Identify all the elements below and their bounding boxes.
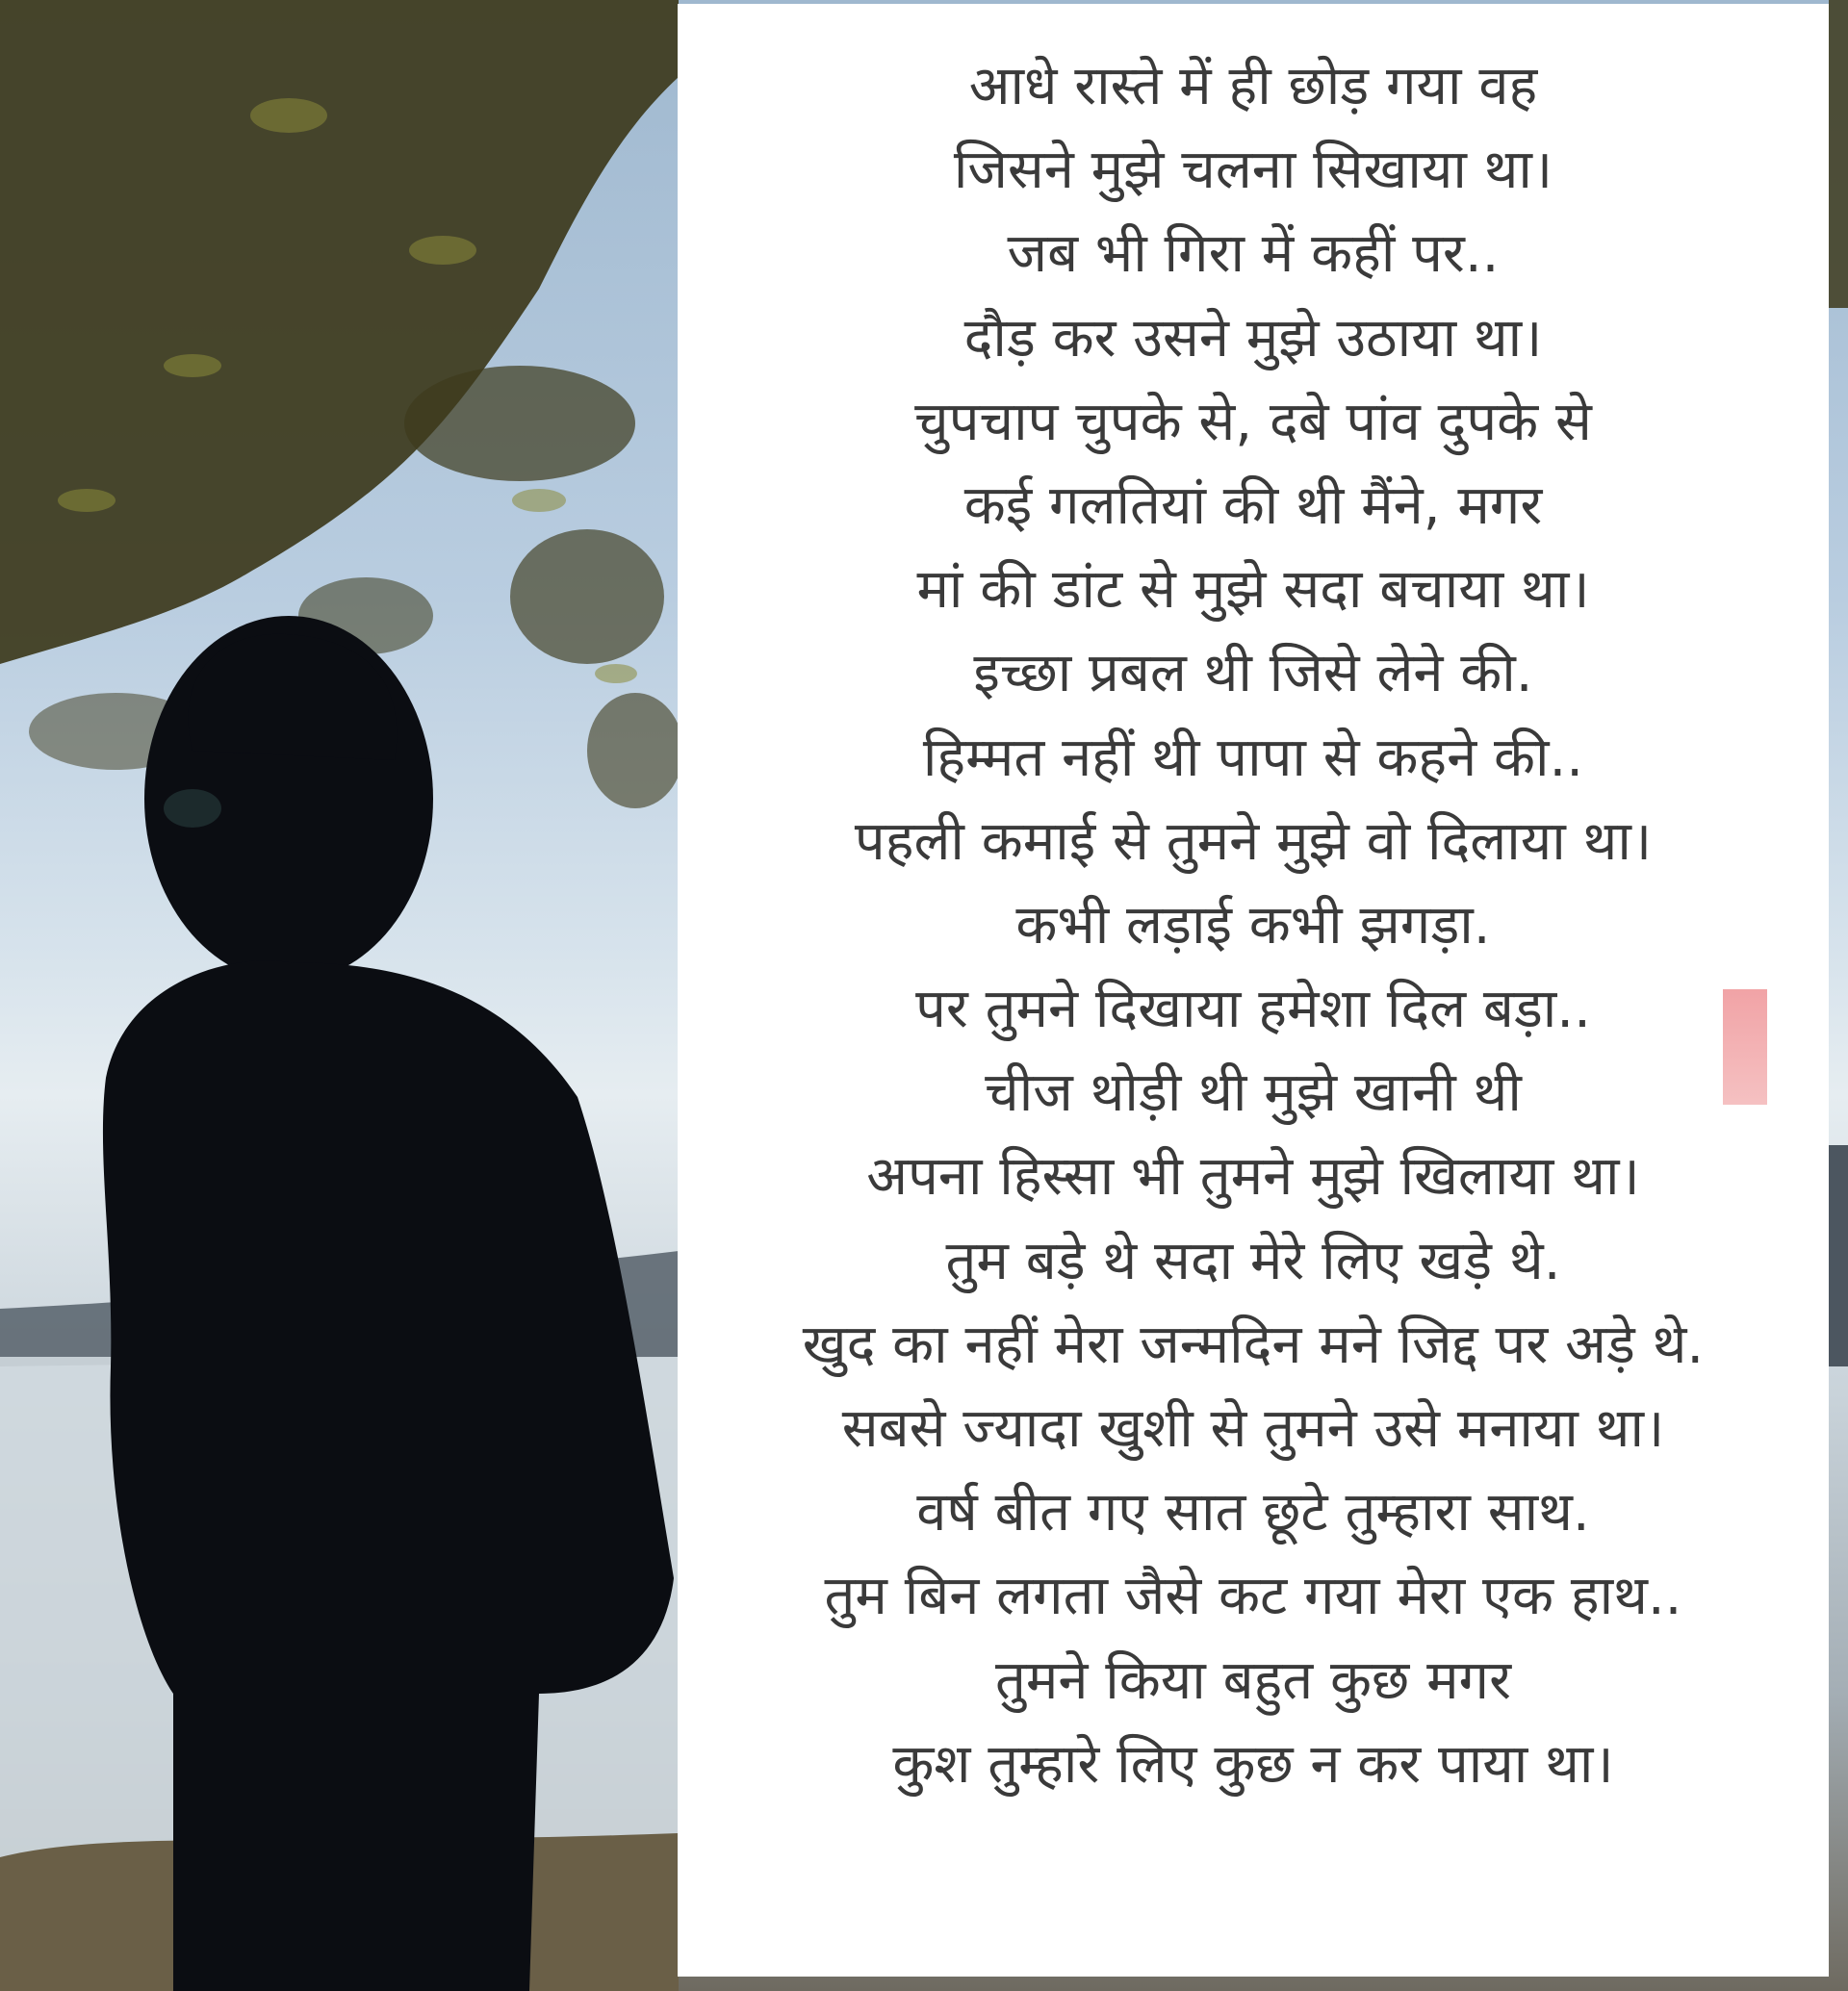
poem-line: चीज थोड़ी थी मुझे खानी थी [985,1061,1522,1125]
poem-line: जिसने मुझे चलना सिखाया था। [953,139,1553,202]
poem-line: अपना हिस्सा भी तुमने मुझे खिलाया था। [866,1145,1640,1209]
poem-line: तुम बिन लगता जैसे कट गया मेरा एक हाथ.. [824,1565,1682,1628]
poem-line: सबसे ज्यादा खुशी से तुमने उसे मनाया था। [841,1397,1665,1460]
poem-card [678,4,1829,1977]
poem-line: तुमने किया बहुत कुछ मगर [994,1648,1511,1712]
poem-line: जब भी गिरा में कहीं पर.. [1007,222,1500,286]
poem-line: हिम्मत नहीं थी पापा से कहने की.. [922,726,1584,789]
right-foliage [1829,0,1848,308]
poem-line: कुश तुम्हारे लिए कुछ न कर पाया था। [892,1732,1614,1796]
poem-line: आधे रास्ते में ही छोड़ गया वह [968,55,1538,117]
poem-line: खुद का नहीं मेरा जन्मदिन मने जिद्द पर अड़े थे. [802,1313,1705,1376]
pink-marker [1723,989,1767,1105]
poem-line: इच्छा प्रबल थी जिसे लेने की. [973,642,1533,705]
poem-line: दौड़ कर उसने मुझे उठाया था। [963,306,1543,370]
right-shore [1829,1145,1848,1366]
poem-line: कभी लड़ाई कभी झगड़ा. [1015,893,1491,957]
sunglasses [164,789,221,828]
poem-line: तुम बड़े थे सदा मेरे लिए खड़े थे. [945,1229,1561,1292]
poem-line: पहली कमाई से तुमने मुझे वो दिलाया था। [854,809,1653,873]
poem-line: चुपचाप चुपके से, दबे पांव दुपके से [914,390,1592,453]
poem-line: पर तुमने दिखाया हमेशा दिल बड़ा.. [915,978,1591,1041]
poem-line: वर्ष बीत गए सात छूटे तुम्हारा साथ. [916,1481,1590,1544]
poem-line: कई गलतियां की थी मैंने, मगर [963,473,1543,537]
poem-line: मां की डांट से मुझे सदा बचाया था। [916,558,1590,622]
